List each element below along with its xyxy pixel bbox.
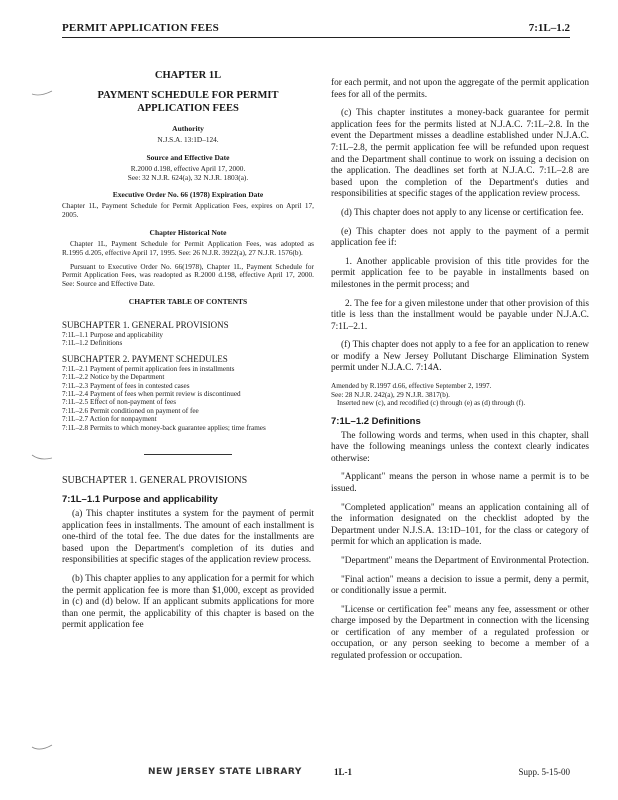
toc-item[interactable]: 7:1L–1.2 Definitions <box>62 339 123 348</box>
toc-item[interactable]: 7:1L–2.8 Permits to which money-back guarantee applies; time frames <box>62 423 266 432</box>
definition: "Department" means the Department of Environmental Protection. <box>341 555 589 566</box>
paragraph: (b) This chapter applies to any application for a permit for which the permit application fee is more than $1,000, except as provided in (c) and (d) below. If an applicant submits applications for more than one permit, the applicability of this chapter is based on the permit application fee <box>62 574 314 631</box>
margin-mark <box>30 452 54 462</box>
paragraph: The following words and terms, when used in this chapter, shall have the following meanings unless the context clearly indicates otherwise: <box>331 430 589 464</box>
paragraph: 1. Another applicable provision of this title provides for the permit application fee to be payable in installments based on milestones in the permit process; and <box>331 256 589 290</box>
left-column <box>62 70 314 639</box>
executive-order-text: Chapter 1L, Payment Schedule for Permit Application Fees, expires on April 17, 2005. <box>62 201 314 220</box>
margin-mark <box>30 88 54 98</box>
toc-item[interactable]: 7:1L–2.1 Payment of permit application fees in installments <box>62 364 235 373</box>
chapter-number: CHAPTER 1L <box>154 70 222 81</box>
margin-mark <box>30 743 54 753</box>
page-number: 1L-1 <box>334 767 352 777</box>
toc-subchapter-2: SUBCHAPTER 2. PAYMENT SCHEDULES <box>62 353 228 364</box>
section-number: 7:1L–1.2 <box>528 22 570 34</box>
source-line: R.2000 d.198, effective April 17, 2000. <box>130 163 246 173</box>
toc-item[interactable]: 7:1L–2.2 Notice by the Department <box>62 373 165 382</box>
source-line: See: 32 N.J.R. 624(a), 32 N.J.R. 1803(a). <box>127 172 249 182</box>
amendment-note: Amended by R.1997 d.66, effective September 2, 1997. <box>331 382 492 391</box>
executive-order-heading: Executive Order No. 66 (1978) Expiration Date <box>112 190 264 200</box>
divider <box>144 454 232 455</box>
toc-item[interactable]: 7:1L–2.6 Permit conditioned on payment of fee <box>62 406 199 415</box>
section-heading: 7:1L–1.2 Definitions <box>331 415 421 427</box>
chapter-title <box>62 90 314 115</box>
definition: "Applicant" means the person in whose name a permit is to be issued. <box>331 472 589 494</box>
toc-item[interactable]: 7:1L–2.5 Effect of non-payment of fees <box>62 398 177 407</box>
supplement-date: Supp. 5-15-00 <box>518 767 570 777</box>
library-stamp: NEW JERSEY STATE LIBRARY <box>148 767 302 777</box>
page-header <box>62 18 570 38</box>
section-heading: 7:1L–1.1 Purpose and applicability <box>62 494 218 506</box>
definition: "License or certification fee" means any fee, assessment or other charge imposed by the Department in connection with the licensing or certification of any member of a regulated profession or occupation, or any person seeking to become a member of a regulated profession or occupation. <box>331 604 589 662</box>
amendment-note: Inserted new (c), and recodified (c) through (e) as (d) through (f). <box>337 399 526 408</box>
authority-text: N.J.S.A. 13:1D–124. <box>157 135 219 144</box>
toc-item[interactable]: 7:1L–2.3 Payment of fees in contested cases <box>62 381 190 390</box>
definition: "Completed application" means an application containing all of the information designated on the checklist adopted by the Department under N.J.S.A. 13:1D–101, for the class or category of permit for which an application is made. <box>331 502 589 548</box>
toc-item[interactable]: 7:1L–2.4 Payment of fees when permit review is discontinued <box>62 390 241 398</box>
toc-item[interactable]: 7:1L–2.7 Action for nonpayment <box>62 415 157 424</box>
toc-item[interactable]: 7:1L–1.1 Purpose and applicability <box>62 330 164 339</box>
page-footer <box>62 767 570 783</box>
chapter-title-line: APPLICATION FEES <box>137 102 239 114</box>
historical-note-p2: Pursuant to Executive Order No. 66(1978), Chapter 1L, Payment Schedule for Permit Application Fees, was readopted as R.2000 d.198, effective April 17, 2000. See: Source and Effective Date. <box>62 261 314 289</box>
paragraph: (f) This chapter does not apply to a fee for an application to renew or modify a New Jersey Pollutant Discharge Elimination System permit under N.J.A.C. 7:14A. <box>331 340 589 374</box>
definition: "Final action" means a decision to issue a permit, deny a permit, or conditionally issue a permit. <box>331 574 589 597</box>
authority-heading: Authority <box>172 124 204 133</box>
historical-note-heading: Chapter Historical Note <box>149 227 227 237</box>
toc-heading: CHAPTER TABLE OF CONTENTS <box>128 296 248 306</box>
subchapter-title: SUBCHAPTER 1. GENERAL PROVISIONS <box>62 475 248 487</box>
running-title: PERMIT APPLICATION FEES <box>62 22 219 34</box>
paragraph: for each permit, and not upon the aggregate of the permit application fees for all of the permits. <box>331 78 589 100</box>
paragraph: (a) This chapter institutes a system for the payment of permit application fees in installments. The amount of each installment is one-third of the total fee. The due dates for the installments are based upon the Department's completion of its duties and responsibilities at specific stages of the application review process. <box>62 509 314 566</box>
paragraph: (e) This chapter does not apply to the payment of a permit application fee if: <box>331 226 589 249</box>
right-column <box>331 78 589 670</box>
paragraph: (d) This chapter does not apply to any license or certification fee. <box>341 207 584 218</box>
amendment-note: See: 28 N.J.R. 242(a), 29 N.J.R. 3817(b). <box>331 390 450 399</box>
historical-note-p1: Chapter 1L, Payment Schedule for Permit Application Fees, was adopted as R.1995 d.205, effective April 17, 1995. See: 26 N.J.R. 3922(a), 27 N.J.R. 1576(b). <box>62 238 314 257</box>
toc-subchapter-1: SUBCHAPTER 1. GENERAL PROVISIONS <box>62 319 229 330</box>
chapter-title-line: PAYMENT SCHEDULE FOR PERMIT <box>97 90 279 101</box>
source-heading: Source and Effective Date <box>146 152 230 162</box>
paragraph: (c) This chapter institutes a money-back guarantee for permit application fees for the permits listed at N.J.A.C. 7:1L–2.8. In the event the Department misses a deadline established under N.J.A.C. 7:1L–2.8, the permit application fee will be refunded upon request and the Department shall continue to work on issuing a decision on the application. The deadlines set forth at N.J.A.C. 7:1L–2.8 are based upon the completion of the Department's duties and responsibilities at specific stages of the application review process. <box>331 108 589 200</box>
paragraph: 2. The fee for a given milestone under that other provision of this title is less than the installment would be payable under N.J.A.C. 7:1L–2.1. <box>331 298 589 332</box>
